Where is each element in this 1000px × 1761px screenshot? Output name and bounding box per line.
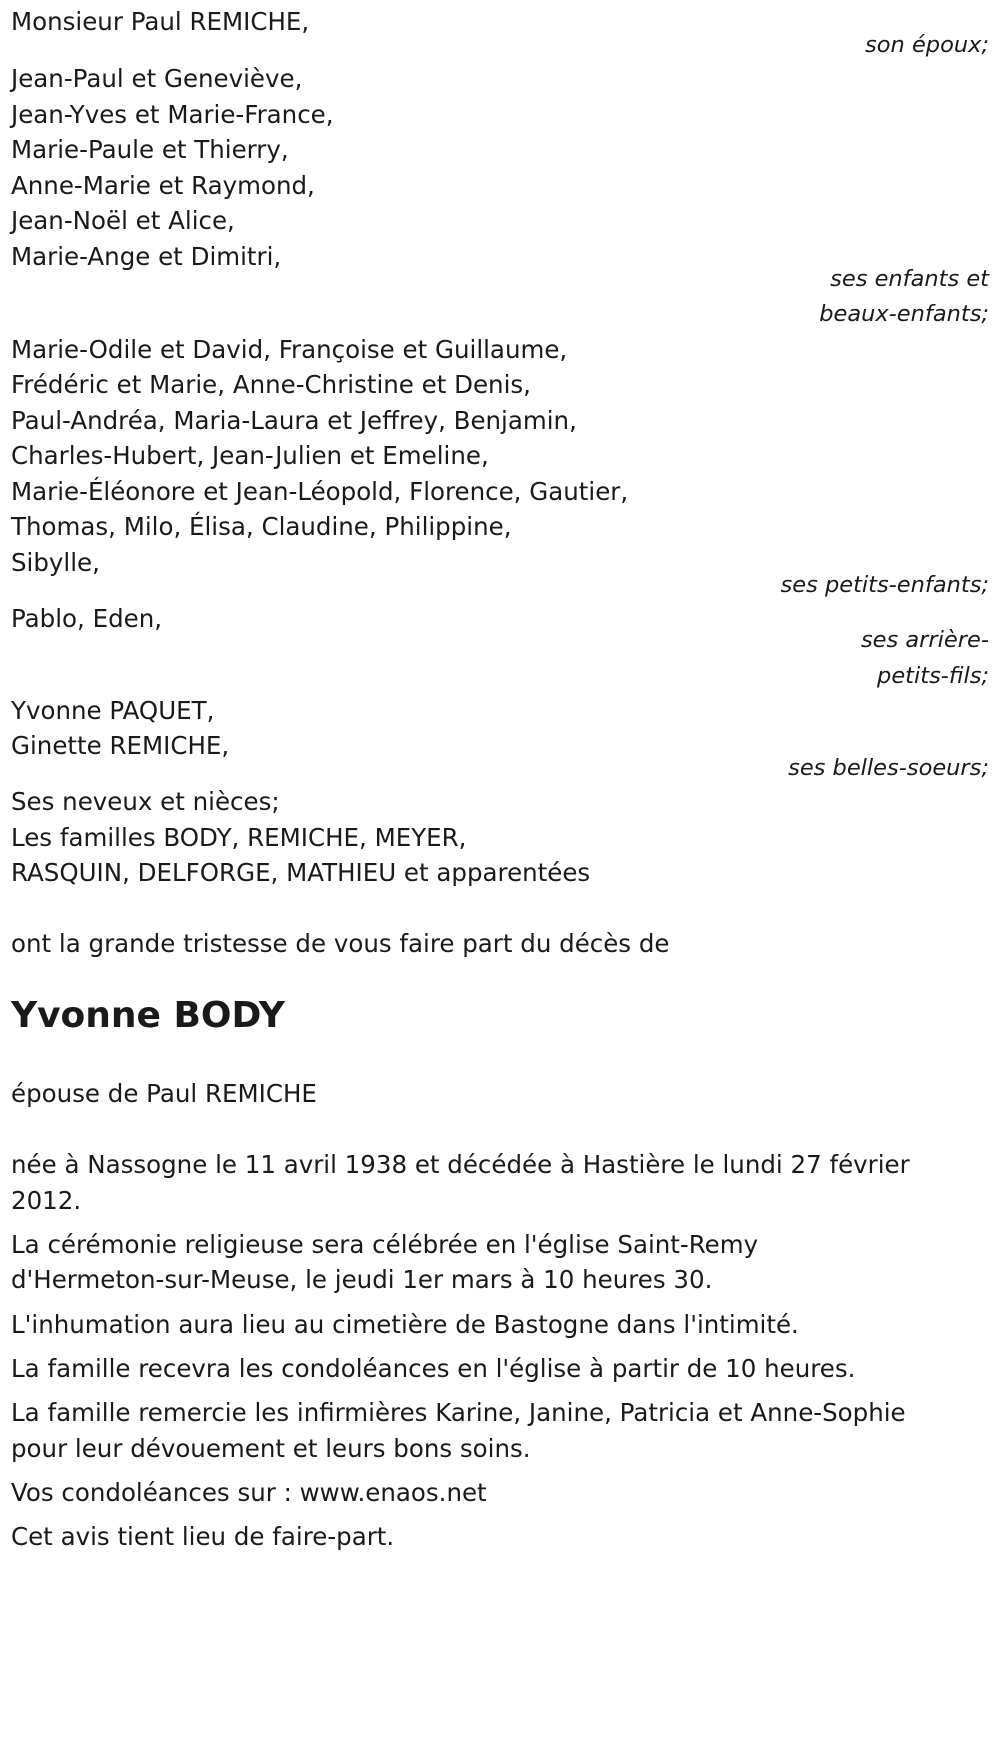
announcement: ont la grande tristesse de vous faire part du décès de (11, 929, 670, 958)
grandchildren-line: Thomas, Milo, Élisa, Claudine, Philippine, (11, 512, 512, 541)
sister-in-law-line: Ginette REMICHE, (11, 731, 230, 760)
others-line: Ses neveux et nièces; (11, 787, 280, 816)
spouse-name: Monsieur Paul REMICHE, (11, 7, 310, 36)
child-line: Jean-Paul et Geneviève, (11, 64, 303, 93)
sisters-in-law-role: ses belles-soeurs; (788, 755, 989, 781)
children-role: beaux-enfants; (819, 301, 989, 327)
birth-death-line: 2012. (11, 1186, 82, 1215)
burial-line: L'inhumation aura lieu au cimetière de Bastogne dans l'intimité. (11, 1310, 799, 1339)
child-line: Jean-Yves et Marie-France, (11, 100, 334, 129)
thanks-line: La famille remercie les infirmières Karine, Janine, Patricia et Anne-Sophie (11, 1398, 906, 1427)
online-condolences-line: Vos condoléances sur : www.enaos.net (11, 1478, 487, 1507)
child-line: Marie-Paule et Thierry, (11, 135, 289, 164)
grandchildren-line: Charles-Hubert, Jean-Julien et Emeline, (11, 441, 489, 470)
deceased-spouse-of: épouse de Paul REMICHE (11, 1079, 317, 1108)
child-line: Jean-Noël et Alice, (11, 206, 235, 235)
grandchildren-line: Sibylle, (11, 548, 100, 577)
grandchildren-line: Paul-Andréa, Maria-Laura et Jeffrey, Benjamin, (11, 406, 577, 435)
great-grandchildren-role: petits-fils; (877, 663, 989, 689)
child-line: Marie-Ange et Dimitri, (11, 242, 282, 271)
ceremony-line: d'Hermeton-sur-Meuse, le jeudi 1er mars à 10 heures 30. (11, 1265, 713, 1294)
great-grandchildren-line: Pablo, Eden, (11, 604, 163, 633)
condolences-church-line: La famille recevra les condoléances en l'église à partir de 10 heures. (11, 1354, 856, 1383)
spouse-role: son époux; (865, 32, 989, 58)
great-grandchildren-role: ses arrière- (860, 627, 989, 653)
grandchildren-line: Marie-Odile et David, Françoise et Guillaume, (11, 335, 568, 364)
grandchildren-role: ses petits-enfants; (780, 572, 989, 598)
birth-death-line: née à Nassogne le 11 avril 1938 et décédée à Hastière le lundi 27 février (11, 1150, 910, 1179)
grandchildren-line: Marie-Éléonore et Jean-Léopold, Florence, Gautier, (11, 477, 629, 506)
sister-in-law-line: Yvonne PAQUET, (11, 696, 215, 725)
deceased-name: Yvonne BODY (11, 995, 285, 1036)
thanks-line: pour leur dévouement et leurs bons soins. (11, 1434, 531, 1463)
grandchildren-line: Frédéric et Marie, Anne-Christine et Denis, (11, 370, 531, 399)
child-line: Anne-Marie et Raymond, (11, 171, 315, 200)
others-line: Les familles BODY, REMICHE, MEYER, (11, 823, 467, 852)
children-role: ses enfants et (830, 266, 989, 292)
ceremony-line: La cérémonie religieuse sera célébrée en l'église Saint-Remy (11, 1230, 759, 1259)
others-line: RASQUIN, DELFORGE, MATHIEU et apparentées (11, 858, 591, 887)
notice-line: Cet avis tient lieu de faire-part. (11, 1522, 395, 1551)
